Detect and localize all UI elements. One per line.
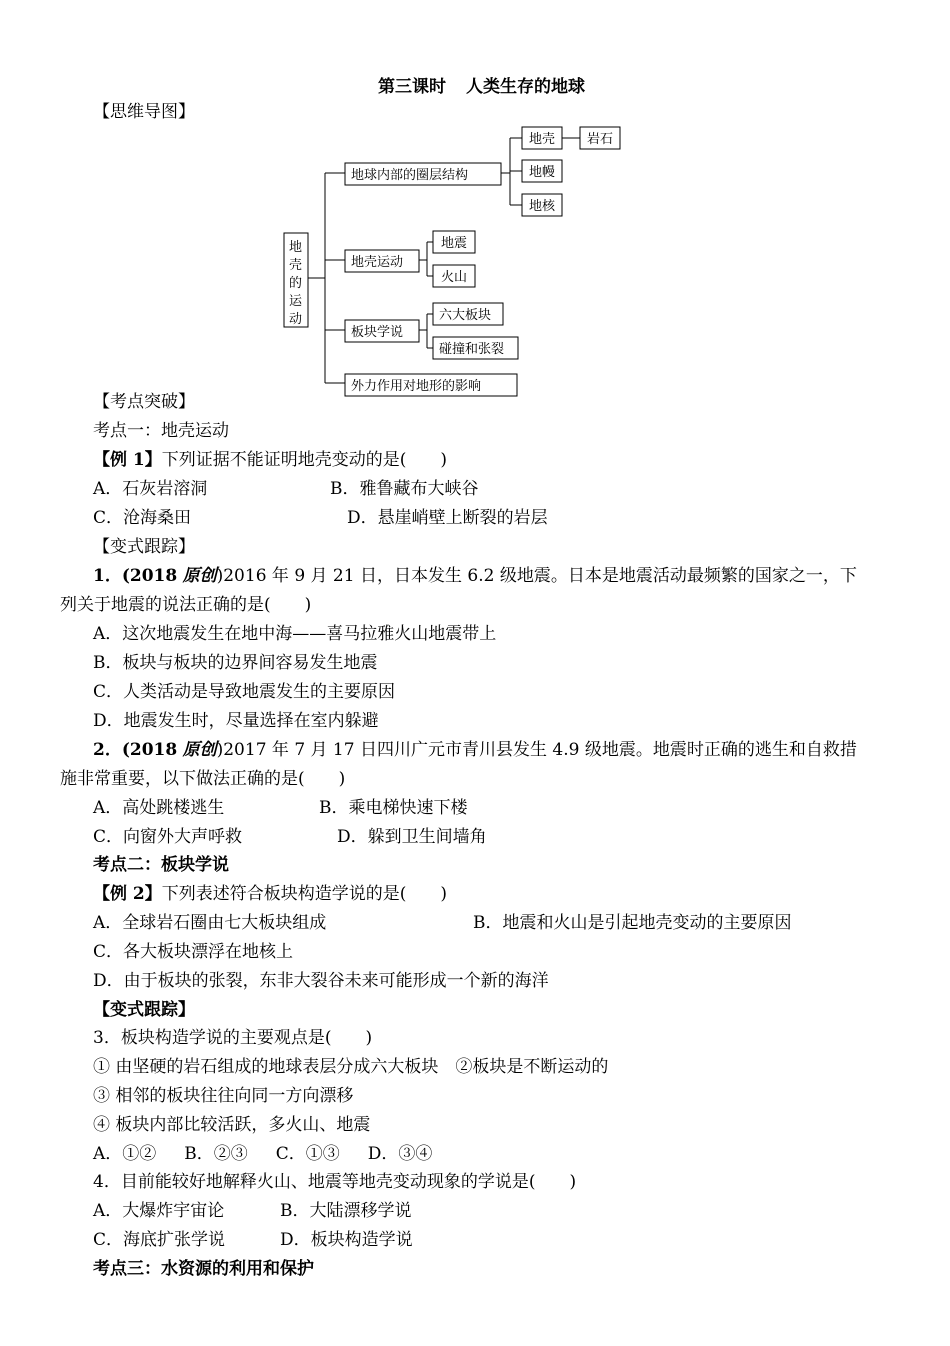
example-2-stem: 下列表述符合板块构造学说的是( ): [161, 884, 448, 904]
mindmap-root-char-4: 运: [289, 294, 303, 309]
example-2: [93, 882, 447, 906]
question-4-option-d: D．板块构造学说: [280, 1230, 413, 1250]
question-2-num: 2．(: [93, 740, 130, 760]
question-3-options: [93, 1142, 432, 1166]
mindmap-root-char-2: 壳: [289, 258, 303, 273]
mindmap-node-collision: 碰撞和张裂: [439, 342, 505, 357]
question-4-stem: 4．目前能较好地解释火山、地震等地壳变动现象的学说是( ): [93, 1172, 577, 1192]
question-3-option-a: A．①②: [93, 1144, 157, 1164]
question-3-option-b: B．②③: [184, 1144, 248, 1164]
example-2-option-a: A．全球岩石圈由七大板块组成: [93, 913, 327, 933]
question-2-line-1: [93, 738, 857, 762]
question-1-option-b: B．板块与板块的边界间容易发生地震: [93, 653, 378, 673]
mindmap-node-crust: 地壳: [529, 132, 556, 147]
mindmap-branch-3: 板块学说: [351, 325, 404, 340]
example-2-option-b: B．地震和火山是引起地壳变动的主要原因: [473, 913, 792, 933]
example-2-option-d: D．由于板块的张裂，东非大裂谷未来可能形成一个新的海洋: [93, 971, 549, 991]
question-2-year: 2018: [129, 740, 178, 760]
question-1-year: 2018: [129, 566, 178, 586]
question-4-option-a: A．大爆炸宇宙论: [93, 1201, 225, 1221]
mindmap-node-earthquake: 地震: [441, 236, 468, 251]
title-part2: 人类生存的地球: [466, 77, 585, 97]
example-2-label: 【例 2】: [93, 884, 162, 904]
question-2-option-c: C．向窗外大声呼救: [93, 827, 243, 847]
section-bianshi-2: 【变式跟踪】: [93, 1000, 195, 1020]
mindmap-branch-4: 外力作用对地形的影响: [351, 379, 482, 394]
kaodian-1-title: 考点一：地壳运动: [93, 421, 229, 441]
mindmap-branch-1: 地球内部的圈层结构: [351, 168, 469, 183]
kaodian-3-title: 考点三：水资源的利用和保护: [93, 1259, 314, 1279]
mindmap-root-char-5: 动: [289, 312, 303, 327]
kaodian-2-title: 考点二：板块学说: [93, 855, 229, 875]
example-1-option-c: C．沧海桑田: [93, 508, 192, 528]
mindmap-node-volcano: 火山: [441, 270, 468, 285]
question-4-option-c: C．海底扩张学说: [93, 1230, 226, 1250]
mindmap-node-mantle: 地幔: [529, 165, 556, 180]
question-3-statement-4: ④ 板块内部比较活跃，多火山、地震: [93, 1115, 371, 1135]
question-2-option-a: A．高处跳楼逃生: [93, 798, 225, 818]
mindmap-branch-2: 地壳运动: [351, 255, 404, 270]
question-3-stem: 3．板块构造学说的主要观点是( ): [93, 1028, 373, 1048]
example-1-stem: 下列证据不能证明地壳变动的是( ): [161, 450, 448, 470]
mindmap-root-char-1: 地: [289, 240, 303, 255]
question-1-num: 1．(: [93, 566, 130, 586]
question-1-source: 原创: [182, 566, 217, 586]
question-1-option-a: A．这次地震发生在地中海——喜马拉雅火山地震带上: [93, 624, 497, 644]
question-2-source: 原创: [182, 740, 217, 760]
question-1-line-2: 列关于地震的说法正确的是( ): [60, 595, 312, 615]
question-1-line-1: [93, 564, 857, 588]
section-bianshi-1: 【变式跟踪】: [93, 537, 195, 557]
page-title: [378, 72, 585, 97]
mindmap-heading: 【思维导图】: [93, 102, 195, 122]
example-1: [93, 448, 447, 472]
question-1-text: )2016 年 9 月 21 日，日本发生 6.2 级地震。日本是地震活动最频繁的国家之一，下: [216, 566, 857, 586]
mindmap-node-six-plates: 六大板块: [439, 308, 492, 323]
example-1-option-d: D．悬崖峭壁上断裂的岩层: [347, 508, 548, 528]
question-2-option-b: B．乘电梯快速下楼: [319, 798, 468, 818]
question-2-text: )2017 年 7 月 17 日四川广元市青川县发生 4.9 级地震。地震时正确的逃生和自救措: [216, 740, 857, 760]
example-1-label: 【例 1】: [93, 450, 162, 470]
question-4-option-b: B．大陆漂移学说: [280, 1201, 412, 1221]
mind-map-diagram: [270, 118, 630, 400]
example-2-option-c: C．各大板块漂浮在地核上: [93, 942, 294, 962]
section-kaodian: 【考点突破】: [93, 392, 195, 412]
question-3-statement-1: ① 由坚硬的岩石组成的地球表层分成六大板块 ②板块是不断运动的: [93, 1057, 609, 1077]
example-1-option-b: B．雅鲁藏布大峡谷: [330, 479, 479, 499]
question-1-option-d: D．地震发生时，尽量选择在室内躲避: [93, 711, 379, 731]
mindmap-root-char-3: 的: [289, 276, 303, 291]
question-3-statement-3: ③ 相邻的板块往往向同一方向漂移: [93, 1086, 354, 1106]
question-1-option-c: C．人类活动是导致地震发生的主要原因: [93, 682, 396, 702]
question-3-option-d: D．③④: [367, 1144, 433, 1164]
mindmap-node-rock: 岩石: [587, 132, 614, 147]
question-2-option-d: D．躲到卫生间墙角: [337, 827, 487, 847]
title-part1: 第三课时: [378, 77, 446, 97]
mindmap-node-core: 地核: [529, 199, 556, 214]
question-2-line-2: 施非常重要，以下做法正确的是( ): [60, 769, 346, 789]
question-3-option-c: C．①③: [275, 1144, 340, 1164]
example-1-option-a: A．石灰岩溶洞: [93, 479, 208, 499]
